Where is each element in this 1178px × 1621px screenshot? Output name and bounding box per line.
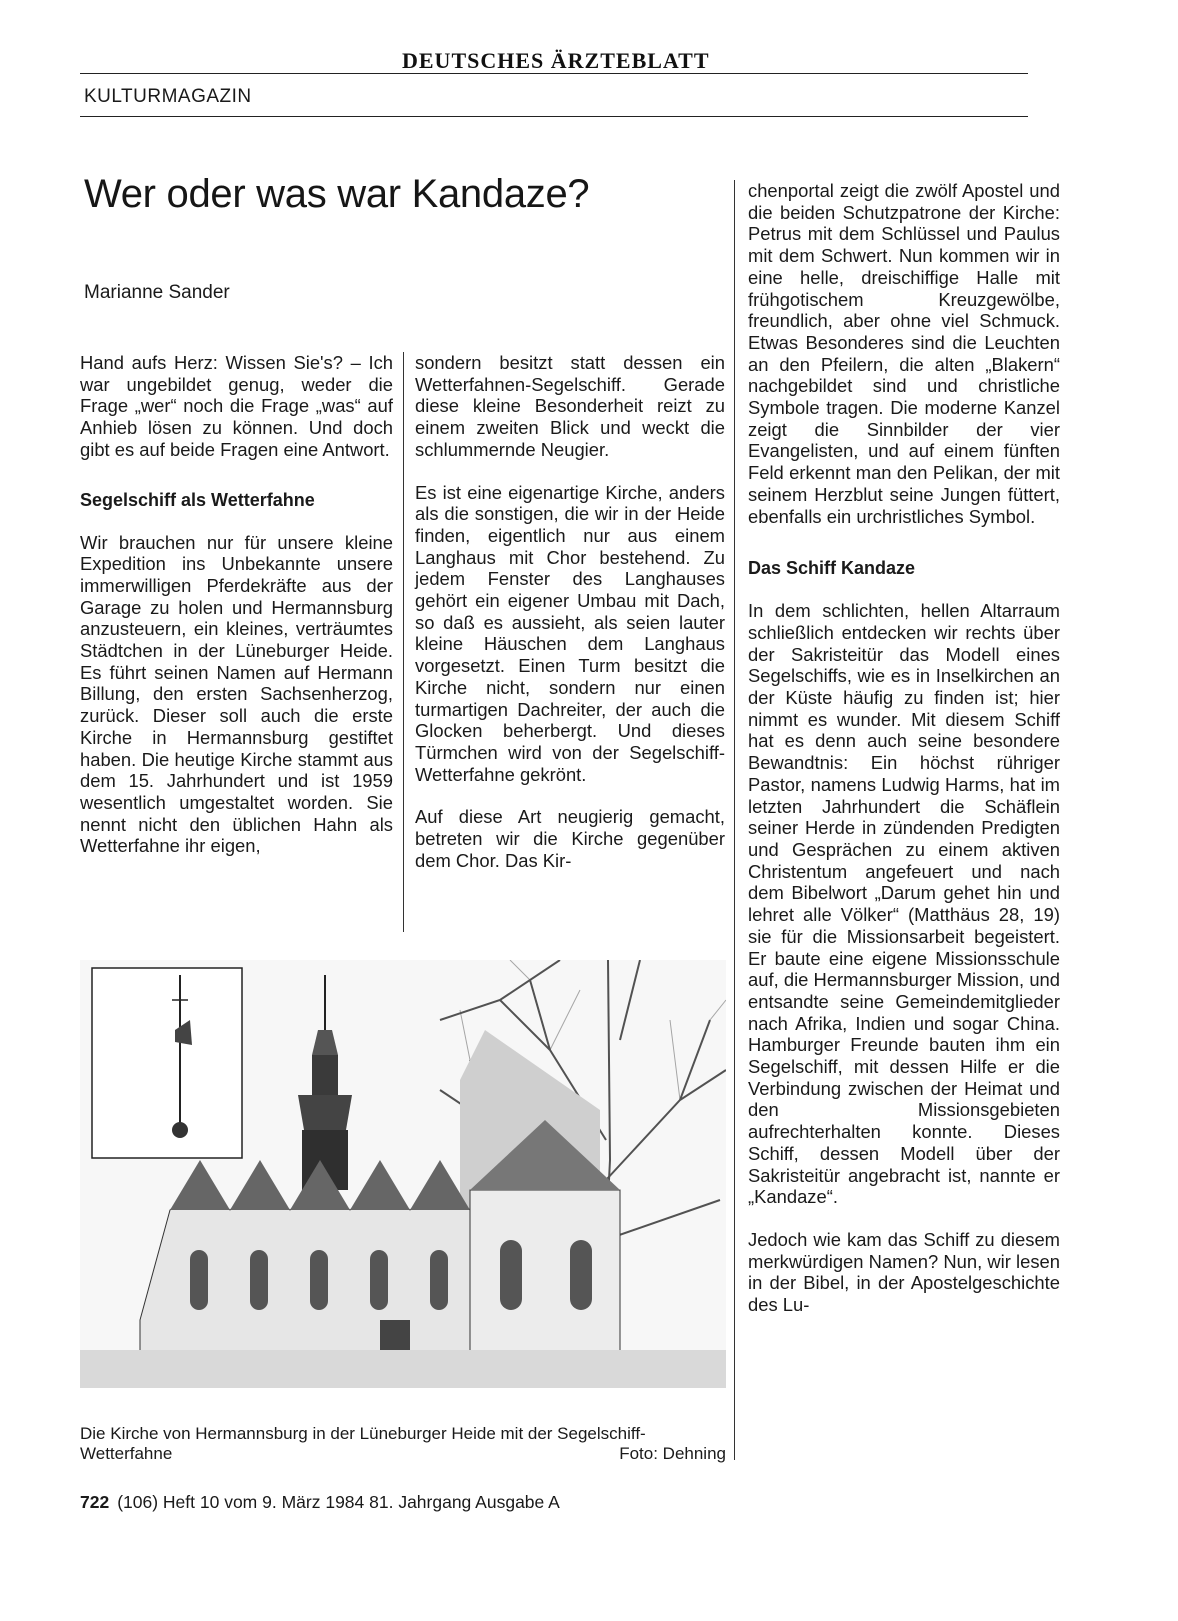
paragraph: In dem schlichten, hellen Altarraum schließlich entdecken wir rechts über der Sakristeitür das Modell eines Segelschiffs, wie es in Inselkirchen an der Küste häufig zu finden ist; hier nimmt es wunder. Mit diesem Schiff hat es denn auch seine besondere Bewandtnis: Ein höchst rühriger Pastor, namens Ludwig Harms, hat im letzten Jahrhundert die Schäflein seiner Herde in zündenden Predigten und Gesprächen zu einem aktiven Christentum angefeuert und nach dem Bibelwort „Darum gehet hin und lehret alle Völker“ (Matthäus 28, 19) sie für die Missionsarbeit begeistert. Er baute eine eigene Missionsschule auf, die Hermannsburger Mission, und entsandte seine Gemeindemitglieder nach Afrika, Indien und sogar China. Hamburger Freunde bauten ihm ein Segelschiff, mit dessen Hilfe er die Verbindung zwischen der Heimat und den Missionsgebieten aufrechterhalten konnte. Dieses Schiff, dessen Modell über der Sakristeitür angebracht ist, nannte er „Kandaze“. bbox=[748, 600, 1060, 1208]
subheading: Das Schiff Kandaze bbox=[748, 558, 916, 579]
church-illustration bbox=[80, 960, 726, 1388]
paragraph: Auf diese Art neugierig gemacht, betreten wir die Kirche gegenüber dem Chor. Das Kir- bbox=[415, 806, 725, 871]
header-rule-bottom bbox=[80, 116, 1028, 117]
page-footer bbox=[80, 1492, 560, 1513]
issue-info: (106) Heft 10 vom 9. März 1984 81. Jahrgang Ausgabe A bbox=[117, 1492, 560, 1512]
photo-credit: Foto: Dehning bbox=[619, 1444, 726, 1463]
column-divider bbox=[734, 180, 735, 1460]
column-2 bbox=[415, 352, 725, 892]
paragraph: chenportal zeigt die zwölf Apostel und die beiden Schutzpatrone der Kirche: Petrus mit dem Schlüssel und Paulus mit dem Schwert. Nun kommen wir in eine helle, dreischiffige Halle mit frühgotischem Kreuzgewölbe, freundlich, aber ohne viel Schmuck. Etwas Besonderes sind die Leuchten an den Pfeilern, die alten „Blakern“ nachgebildet sind und christliche Symbole tragen. Die moderne Kanzel zeigt die Sinnbilder der vier Evangelisten, und auf einem fünften Feld erkennt man den Pelikan, der mit seinem Herzblut seine Jungen füttert, ebenfalls ein urchristliches Symbol. bbox=[748, 180, 1060, 527]
header-rule-top bbox=[80, 73, 1028, 74]
article-title: Wer oder was war Kandaze? bbox=[84, 172, 590, 216]
masthead: DEUTSCHES ÄRZTEBLATT bbox=[402, 48, 710, 73]
column-1 bbox=[80, 352, 393, 878]
paragraph: Hand aufs Herz: Wissen Sie's? – Ich war ungebildet genug, weder die Frage „wer“ noch die Frage „was“ auf Anhieb lösen zu können. Und doch gibt es auf beide Fragen eine Antwort. bbox=[80, 352, 393, 460]
paragraph: Wir brauchen nur für unsere kleine Expedition ins Unbekannte unsere immerwilligen Pferdekräfte aus der Garage zu holen und Hermannsburg anzusteuern, ein kleines, verträumtes Städtchen in der Lüneburger Heide. Es führt seinen Namen auf Hermann Billung, den ersten Sachsenherzog, zurück. Dieser soll auch die erste Kirche in Hermannsburg gestiftet haben. Die heutige Kirche stammt aus dem 15. Jahrhundert und ist 1959 wesentlich umgestaltet worden. Sie nennt nicht den üblichen Hahn als Wetterfahne ihr eigen, bbox=[80, 531, 393, 857]
section-label: KULTURMAGAZIN bbox=[84, 86, 252, 107]
photo-caption bbox=[80, 1424, 726, 1464]
article-author: Marianne Sander bbox=[84, 282, 230, 303]
column-3 bbox=[748, 180, 1060, 1337]
paragraph: Es ist eine eigenartige Kirche, anders als die sonstigen, die wir in der Heide finden, eigentlich nur aus einem Langhaus mit Chor bestehend. Zu jedem Fenster des Langhauses gehört ein eigener Umbau mit Dach, so daß es aussieht, als seien lauter kleine Häuschen dem Langhaus vorgesetzt. Einen Turm besitzt die Kirche nicht, sondern nur einen turmartigen Dachreiter, der auch die Glocken beherbergt. Und dieses Türmchen wird von der Segelschiff-Wetterfahne gekrönt. bbox=[415, 481, 725, 785]
subheading: Segelschiff als Wetterfahne bbox=[80, 489, 315, 510]
page-number: 722 bbox=[80, 1492, 110, 1512]
caption-text: Die Kirche von Hermannsburg in der Lüneburger Heide mit der Segelschiff-Wetterfahne bbox=[80, 1424, 646, 1463]
church-photo bbox=[80, 960, 726, 1388]
column-divider bbox=[403, 352, 404, 932]
paragraph: sondern besitzt statt dessen ein Wetterfahnen-Segelschiff. Gerade diese kleine Besonderheit reizt zu einem zweiten Blick und weckt die schlummernde Neugier. bbox=[415, 352, 725, 460]
paragraph: Jedoch wie kam das Schiff zu diesem merkwürdigen Namen? Nun, wir lesen in der Bibel, in der Apostelgeschichte des Lu- bbox=[748, 1228, 1060, 1316]
